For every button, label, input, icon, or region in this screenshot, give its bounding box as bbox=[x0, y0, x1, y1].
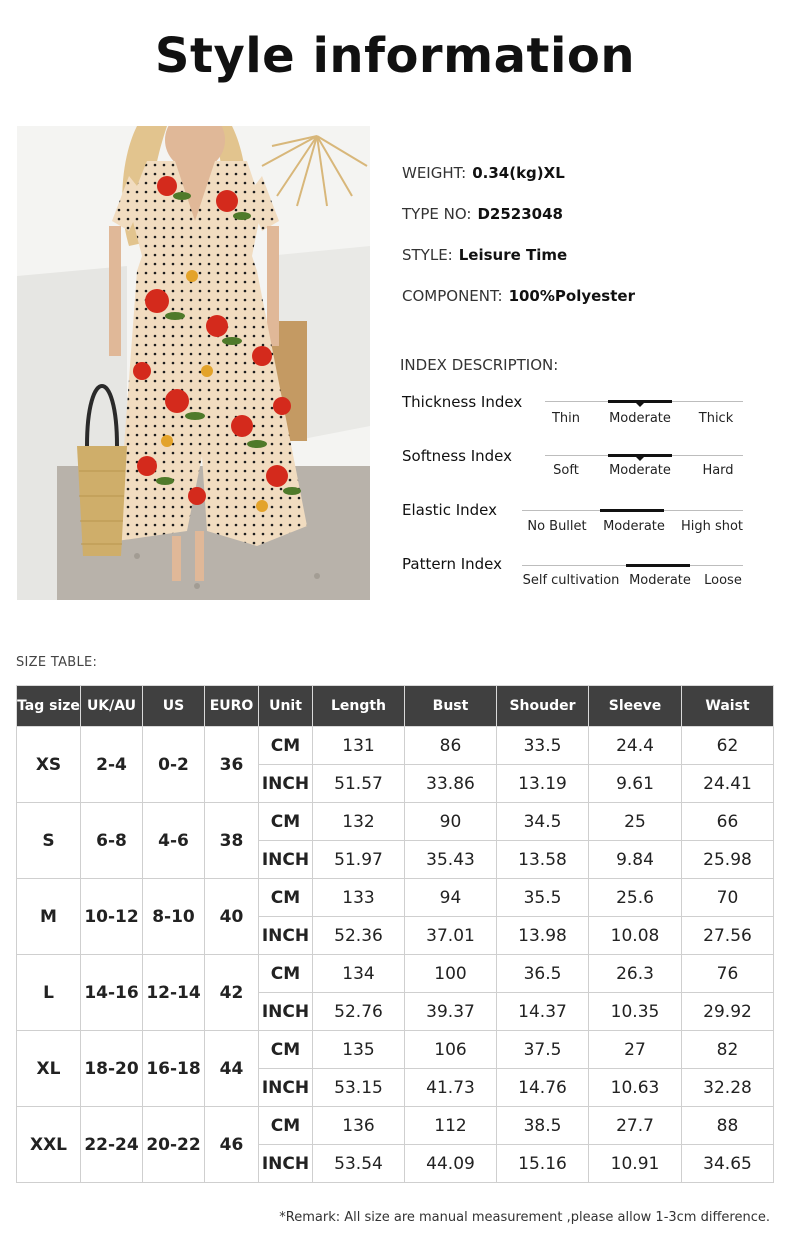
bust-cell: 35.43 bbox=[405, 841, 497, 879]
length-cell: 133 bbox=[313, 879, 405, 917]
header-uk-au: UK/AU bbox=[81, 686, 143, 727]
spec-component: COMPONENT: 100%Polyester bbox=[402, 287, 635, 305]
softness-high: Hard bbox=[702, 463, 734, 478]
waist-cell: 32.28 bbox=[682, 1069, 774, 1107]
pattern-mid: Moderate bbox=[629, 573, 691, 588]
size-us: 4-6 bbox=[143, 803, 205, 879]
size-euro: 38 bbox=[205, 803, 259, 879]
unit-cell: CM bbox=[259, 955, 313, 993]
softness-mid: Moderate bbox=[609, 463, 671, 478]
waist-cell: 27.56 bbox=[682, 917, 774, 955]
unit-cell: CM bbox=[259, 803, 313, 841]
size-uk-au: 6-8 bbox=[81, 803, 143, 879]
size-us: 20-22 bbox=[143, 1107, 205, 1183]
product-photo bbox=[17, 126, 370, 600]
size-euro: 44 bbox=[205, 1031, 259, 1107]
length-cell: 52.36 bbox=[313, 917, 405, 955]
header-shoulder: Shouder bbox=[497, 686, 589, 727]
thickness-low: Thin bbox=[551, 411, 581, 426]
sleeve-cell: 9.84 bbox=[589, 841, 682, 879]
unit-cell: INCH bbox=[259, 1145, 313, 1183]
length-cell: 53.15 bbox=[313, 1069, 405, 1107]
shoulder-cell: 14.76 bbox=[497, 1069, 589, 1107]
unit-cell: CM bbox=[259, 879, 313, 917]
size-table bbox=[16, 685, 774, 1183]
size-row-cm bbox=[17, 727, 774, 765]
header-length: Length bbox=[313, 686, 405, 727]
header-bust: Bust bbox=[405, 686, 497, 727]
size-euro: 46 bbox=[205, 1107, 259, 1183]
shoulder-cell: 33.5 bbox=[497, 727, 589, 765]
bust-cell: 112 bbox=[405, 1107, 497, 1145]
unit-cell: CM bbox=[259, 1031, 313, 1069]
sleeve-cell: 9.61 bbox=[589, 765, 682, 803]
size-table-label: SIZE TABLE: bbox=[16, 655, 98, 670]
bust-cell: 86 bbox=[405, 727, 497, 765]
sleeve-cell: 26.3 bbox=[589, 955, 682, 993]
bust-cell: 100 bbox=[405, 955, 497, 993]
size-tag: M bbox=[17, 879, 81, 955]
elastic-low: No Bullet bbox=[527, 519, 587, 534]
sleeve-cell: 27.7 bbox=[589, 1107, 682, 1145]
size-us: 16-18 bbox=[143, 1031, 205, 1107]
bust-cell: 39.37 bbox=[405, 993, 497, 1031]
size-tag: S bbox=[17, 803, 81, 879]
waist-cell: 88 bbox=[682, 1107, 774, 1145]
bust-cell: 94 bbox=[405, 879, 497, 917]
pattern-high: Loose bbox=[704, 573, 742, 588]
unit-cell: INCH bbox=[259, 765, 313, 803]
thickness-index-pointer bbox=[636, 403, 644, 407]
waist-cell: 25.98 bbox=[682, 841, 774, 879]
softness-low: Soft bbox=[553, 463, 579, 478]
sleeve-cell: 10.63 bbox=[589, 1069, 682, 1107]
sleeve-cell: 10.91 bbox=[589, 1145, 682, 1183]
elastic-mid: Moderate bbox=[603, 519, 665, 534]
sleeve-cell: 27 bbox=[589, 1031, 682, 1069]
waist-cell: 24.41 bbox=[682, 765, 774, 803]
thickness-index-label: Thickness Index bbox=[402, 393, 523, 411]
waist-cell: 66 bbox=[682, 803, 774, 841]
bust-cell: 106 bbox=[405, 1031, 497, 1069]
size-uk-au: 18-20 bbox=[81, 1031, 143, 1107]
header-tag-size: Tag size bbox=[17, 686, 81, 727]
sleeve-cell: 25.6 bbox=[589, 879, 682, 917]
measurement-remark: *Remark: All size are manual measurement ,please allow 1-3cm difference. bbox=[279, 1210, 770, 1225]
shoulder-cell: 15.16 bbox=[497, 1145, 589, 1183]
page-title: Style information bbox=[154, 28, 636, 84]
size-us: 0-2 bbox=[143, 727, 205, 803]
elastic-index-label: Elastic Index bbox=[402, 501, 498, 519]
bust-cell: 90 bbox=[405, 803, 497, 841]
shoulder-cell: 14.37 bbox=[497, 993, 589, 1031]
size-row-cm bbox=[17, 879, 774, 917]
spec-style: STYLE: Leisure Time bbox=[402, 246, 568, 264]
thickness-high: Thick bbox=[698, 411, 734, 426]
header-euro: EURO bbox=[205, 686, 259, 727]
softness-index-pointer bbox=[636, 457, 644, 461]
size-uk-au: 22-24 bbox=[81, 1107, 143, 1183]
size-us: 12-14 bbox=[143, 955, 205, 1031]
shoulder-cell: 35.5 bbox=[497, 879, 589, 917]
waist-cell: 70 bbox=[682, 879, 774, 917]
shoulder-cell: 13.98 bbox=[497, 917, 589, 955]
shoulder-cell: 38.5 bbox=[497, 1107, 589, 1145]
unit-cell: CM bbox=[259, 727, 313, 765]
header-waist: Waist bbox=[682, 686, 774, 727]
length-cell: 134 bbox=[313, 955, 405, 993]
length-cell: 132 bbox=[313, 803, 405, 841]
size-table-header bbox=[17, 686, 774, 727]
size-uk-au: 2-4 bbox=[81, 727, 143, 803]
size-tag: XL bbox=[17, 1031, 81, 1107]
softness-index-label: Softness Index bbox=[402, 447, 513, 465]
spec-type-no: TYPE NO: D2523048 bbox=[402, 205, 563, 223]
unit-cell: INCH bbox=[259, 917, 313, 955]
size-tag: XXL bbox=[17, 1107, 81, 1183]
unit-cell: INCH bbox=[259, 841, 313, 879]
index-description-heading: INDEX DESCRIPTION: bbox=[400, 356, 559, 374]
thickness-mid: Moderate bbox=[609, 411, 671, 426]
size-tag: L bbox=[17, 955, 81, 1031]
header-us: US bbox=[143, 686, 205, 727]
length-cell: 135 bbox=[313, 1031, 405, 1069]
header-sleeve: Sleeve bbox=[589, 686, 682, 727]
elastic-high: High shot bbox=[680, 519, 744, 534]
size-row-cm bbox=[17, 1031, 774, 1069]
sleeve-cell: 10.08 bbox=[589, 917, 682, 955]
size-uk-au: 14-16 bbox=[81, 955, 143, 1031]
sleeve-cell: 24.4 bbox=[589, 727, 682, 765]
waist-cell: 82 bbox=[682, 1031, 774, 1069]
unit-cell: INCH bbox=[259, 993, 313, 1031]
size-tag: XS bbox=[17, 727, 81, 803]
waist-cell: 62 bbox=[682, 727, 774, 765]
elastic-index-marker bbox=[600, 509, 664, 512]
pattern-index-marker bbox=[626, 564, 690, 567]
waist-cell: 29.92 bbox=[682, 993, 774, 1031]
pattern-low: Self cultivation bbox=[522, 573, 620, 588]
bust-cell: 41.73 bbox=[405, 1069, 497, 1107]
length-cell: 131 bbox=[313, 727, 405, 765]
size-euro: 36 bbox=[205, 727, 259, 803]
length-cell: 51.97 bbox=[313, 841, 405, 879]
length-cell: 51.57 bbox=[313, 765, 405, 803]
waist-cell: 76 bbox=[682, 955, 774, 993]
length-cell: 52.76 bbox=[313, 993, 405, 1031]
sleeve-cell: 10.35 bbox=[589, 993, 682, 1031]
bust-cell: 37.01 bbox=[405, 917, 497, 955]
shoulder-cell: 37.5 bbox=[497, 1031, 589, 1069]
spec-weight: WEIGHT: 0.34(kg)XL bbox=[402, 164, 565, 182]
shoulder-cell: 34.5 bbox=[497, 803, 589, 841]
waist-cell: 34.65 bbox=[682, 1145, 774, 1183]
size-uk-au: 10-12 bbox=[81, 879, 143, 955]
size-euro: 42 bbox=[205, 955, 259, 1031]
pattern-index-label: Pattern Index bbox=[402, 555, 503, 573]
length-cell: 136 bbox=[313, 1107, 405, 1145]
unit-cell: CM bbox=[259, 1107, 313, 1145]
length-cell: 53.54 bbox=[313, 1145, 405, 1183]
sleeve-cell: 25 bbox=[589, 803, 682, 841]
size-euro: 40 bbox=[205, 879, 259, 955]
unit-cell: INCH bbox=[259, 1069, 313, 1107]
shoulder-cell: 13.58 bbox=[497, 841, 589, 879]
size-row-cm bbox=[17, 803, 774, 841]
bust-cell: 44.09 bbox=[405, 1145, 497, 1183]
size-row-cm bbox=[17, 955, 774, 993]
bust-cell: 33.86 bbox=[405, 765, 497, 803]
size-row-cm bbox=[17, 1107, 774, 1145]
shoulder-cell: 13.19 bbox=[497, 765, 589, 803]
shoulder-cell: 36.5 bbox=[497, 955, 589, 993]
header-unit: Unit bbox=[259, 686, 313, 727]
size-us: 8-10 bbox=[143, 879, 205, 955]
